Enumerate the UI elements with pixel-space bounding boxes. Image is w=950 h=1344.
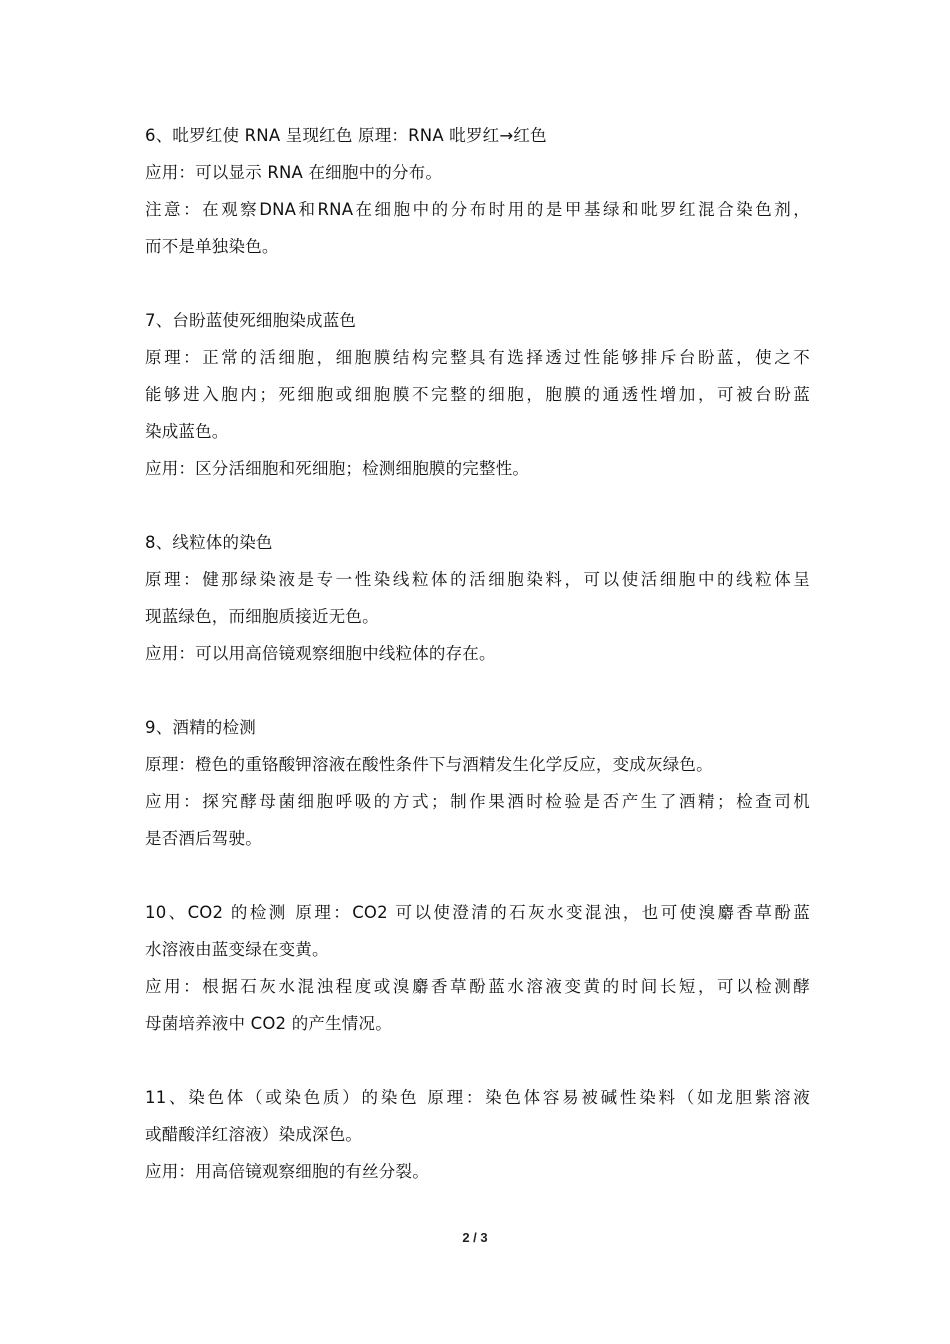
paragraph-line: 母菌培养液中 CO2 的产生情况。: [145, 1014, 392, 1033]
section-co2-detection: [145, 894, 810, 1042]
paragraph-line: 现蓝绿色，而细胞质接近无色。: [145, 607, 379, 626]
section-heading: 6、吡罗红使 RNA 呈现红色 原理：RNA 吡罗红→红色: [145, 126, 547, 145]
paragraph-line: 应用：探究酵母菌细胞呼吸的方式；制作果酒时检验是否产生了酒精；检查司机: [145, 792, 810, 811]
paragraph-line: 或醋酸洋红溶液）染成深色。: [145, 1125, 363, 1144]
paragraph-line: 水溶液由蓝变绿在变黄。: [145, 940, 329, 959]
section-chromosome-staining: [145, 1079, 810, 1190]
section-heading: 7、台盼蓝使死细胞染成蓝色: [145, 311, 357, 330]
paragraph-line: 而不是单独染色。: [145, 237, 279, 256]
page-number: 2 / 3: [462, 1230, 488, 1245]
section-alcohol-detection: [145, 709, 810, 857]
paragraph-line: 应用：用高倍镜观察细胞的有丝分裂。: [145, 1162, 429, 1181]
paragraph-line: 应用：可以用高倍镜观察细胞中线粒体的存在。: [145, 644, 496, 663]
section-heading: 9、酒精的检测: [145, 718, 256, 737]
paragraph-line: 染成蓝色。: [145, 422, 229, 441]
paragraph-line: 原理：正常的活细胞，细胞膜结构完整具有选择透过性能够排斥台盼蓝，使之不: [145, 348, 810, 367]
section-heading: 8、线粒体的染色: [145, 533, 273, 552]
document-body: [145, 117, 810, 1227]
section-mitochondria-staining: [145, 524, 810, 672]
paragraph-line: 是否酒后驾驶。: [145, 829, 262, 848]
paragraph-line: 应用：区分活细胞和死细胞；检测细胞膜的完整性。: [145, 459, 530, 478]
paragraph-line: 能够进入胞内；死细胞或细胞膜不完整的细胞，胞膜的通透性增加，可被台盼蓝: [145, 385, 810, 404]
section-trypan-blue: [145, 302, 810, 487]
paragraph-line: 原理：健那绿染液是专一性染线粒体的活细胞染料，可以使活细胞中的线粒体呈: [145, 570, 810, 589]
paragraph-line: 应用：根据石灰水混浊程度或溴麝香草酚蓝水溶液变黄的时间长短，可以检测酵: [145, 977, 810, 996]
paragraph-line: 应用：可以显示 RNA 在细胞中的分布。: [145, 163, 443, 182]
section-pyronin-red: [145, 117, 810, 265]
section-heading: 11、染色体（或染色质）的染色 原理：染色体容易被碱性染料（如龙胆紫溶液: [145, 1088, 810, 1107]
paragraph-line: 注意：在观察DNA和RNA在细胞中的分布时用的是甲基绿和吡罗红混合染色剂，: [145, 200, 810, 219]
paragraph-line: 原理：橙色的重铬酸钾溶液在酸性条件下与酒精发生化学反应，变成灰绿色。: [145, 755, 713, 774]
section-heading: 10、CO2 的检测 原理：CO2 可以使澄清的石灰水变混浊，也可使溴麝香草酚蓝: [145, 903, 810, 922]
